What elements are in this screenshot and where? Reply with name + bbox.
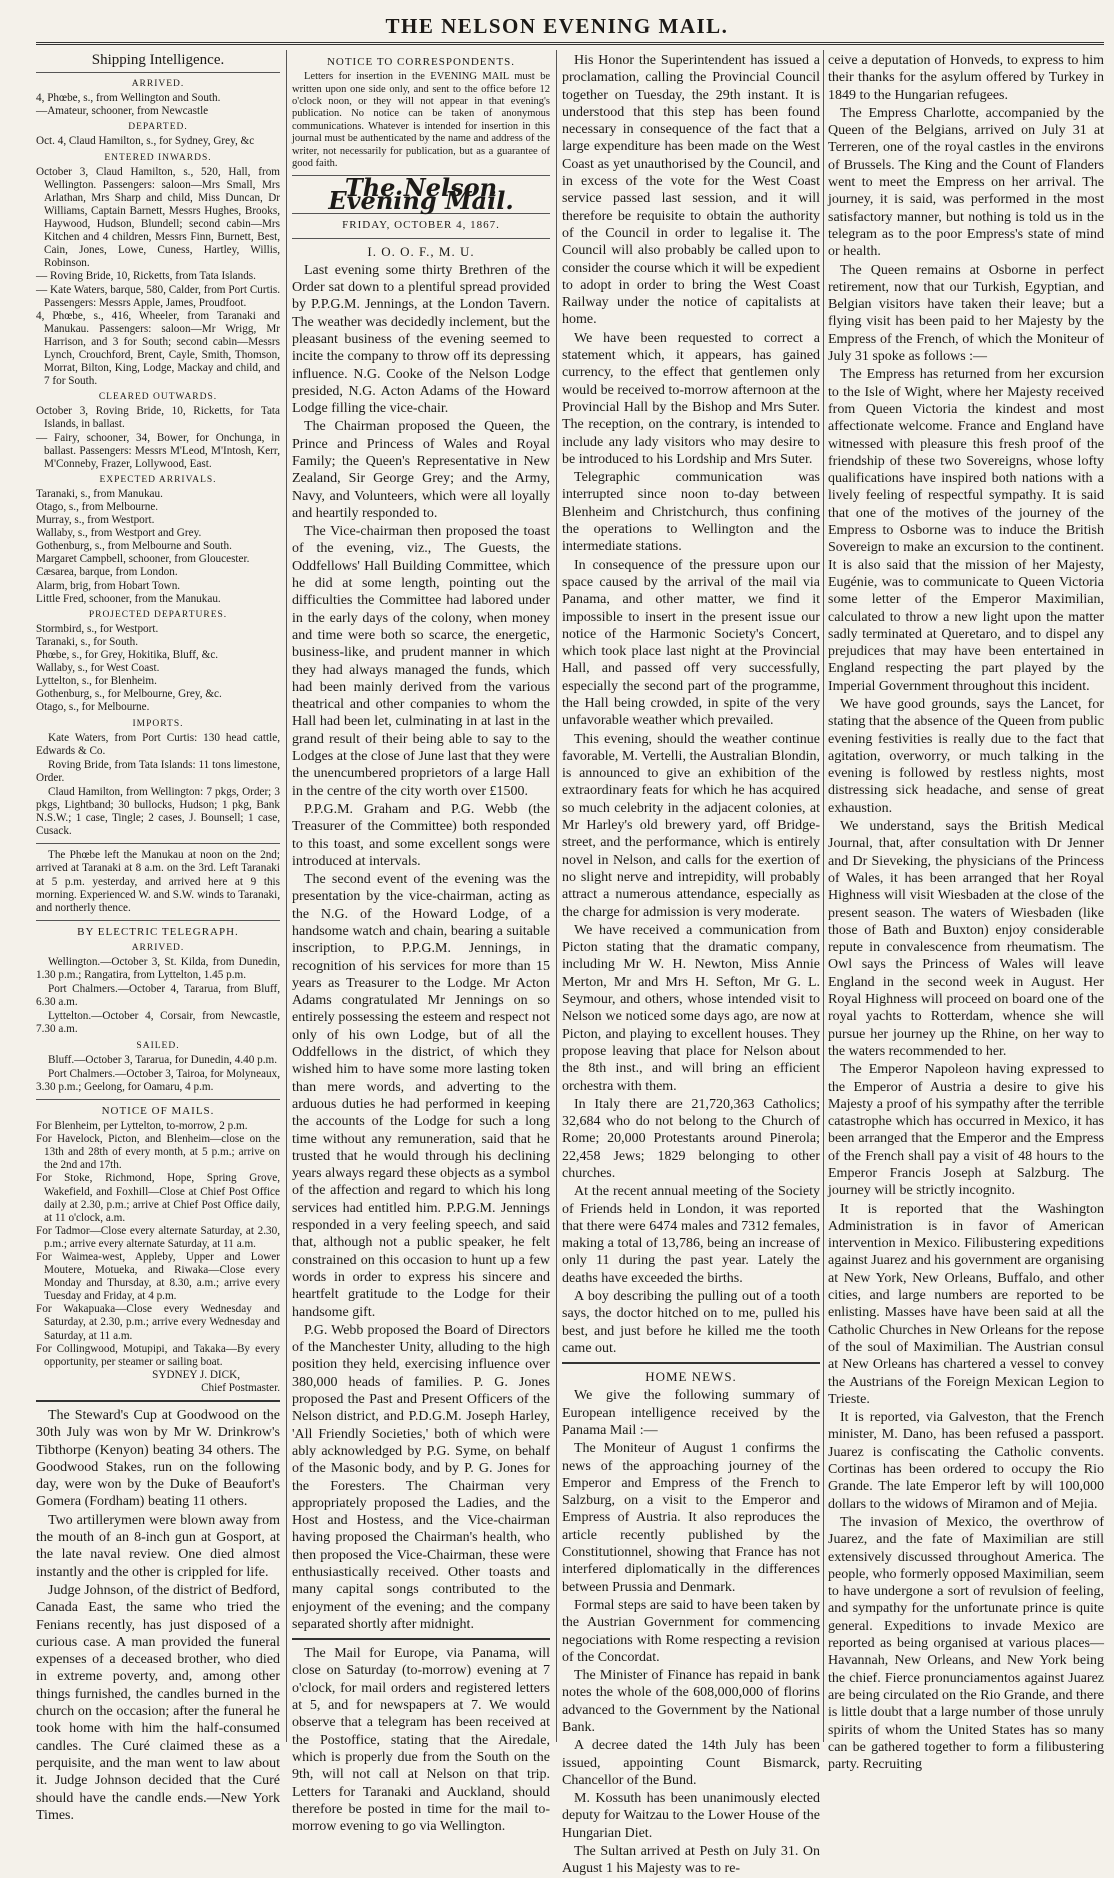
tel-arrived-heading: ARRIVED.	[131, 942, 185, 953]
arrived-heading: ARRIVED.	[131, 79, 185, 90]
home-news-paragraph: The Moniteur of August 1 confirms the news of the approaching journey of the Emperor and Empress of the French to Salzburg, on a visit to the Emperor and Empress of Austria. It also reproduces the article recently published by the Constitutionnel, showing that France has not interfered diplomatically in the differences between Prussia and Denmark.	[562, 1441, 820, 1595]
home-news-paragraph: M. Kossuth has been unanimously elected deputy for Waitzau to the Lower House of the Hungarian Diet.	[562, 1791, 820, 1841]
divider	[292, 238, 550, 239]
shipping-entry: — Roving Bride, 10, Ricketts, from Tata Islands.	[36, 270, 256, 283]
paper-title: The Nelson Evening Mail.	[328, 173, 514, 216]
home-news-paragraph: The Minister of Finance has repaid in bank notes the whole of the 608,000,000 of florins advanced to the Government by the National Bank.	[562, 1668, 820, 1735]
divider	[36, 1400, 280, 1402]
article-paragraph: P.G. Webb proposed the Board of Directors of the Manchester Unity, alluding to the high position they held, exercising influence over 380,000 heads of families. P. G. Jones proposed the Past and Present Officers of the Nelson district, and P.D.G.M. Joseph Harley, 'All Friendly Societies,' both of which were ably acknowledged by P.G. Syme, on behalf of the Masonic body, and by P. G. Jones for the Foresters. The Chairman very appropriately proposed the Ladies, and the Host and Hostess, and the Vice-chairman having proposed the Chairman's health, who then proposed the Vice-Chairman, these were enthusiastically received. Other toasts and many capital songs contributed to the enjoyment of the evening; and the company separated shortly after midnight.	[292, 1322, 550, 1632]
news-paragraph: At the recent annual meeting of the Society of Friends held in London, it was reported that there were 6474 males and 7312 females, making a total of 13,786, being an increase of only 11 during the past year. Lately the deaths have exceeded the births.	[562, 1184, 820, 1286]
shipping-entry: Taranaki, s., from Manukau.	[36, 487, 163, 500]
phoebe-note: The Phœbe left the Manukau at noon on the 2nd; arrived at Taranaki at 8 a.m. on the 3rd. Left Taranaki at 5 p.m. yesterday, and arrived here at 9 this morning. Experienced W. and S.W. winds to Taranaki, and northerly thence.	[36, 849, 280, 914]
shipping-entry: Stormbird, s., for Westport.	[36, 622, 159, 635]
shipping-entry: — Fairy, schooner, 34, Bower, for Onchunga, in ballast. Passengers: Messrs M'Leod, M'Intosh, Kerr, M'Conneby, Frazer, Lollywood, East.	[36, 431, 280, 470]
expected-heading: EXPECTED ARRIVALS.	[99, 474, 217, 485]
news-paragraph: ceive a deputation of Honveds, to express to him their thanks for the asylum offered by Turkey in 1849 to the Hungarian refugees.	[828, 53, 1104, 103]
home-news-paragraph: Formal steps are said to have been taken by the Austrian Government for commencing negociations with Rome respecting a revision of the Concordat.	[562, 1597, 820, 1665]
shipping-entry: Otago, s., from Melbourne.	[36, 501, 159, 513]
mails-heading: NOTICE OF MAILS.	[101, 1104, 215, 1117]
telegraph-entry: Port Chalmers.—October 4, Tararua, from Bluff, 6.30 a.m.	[36, 983, 280, 1009]
notice-heading: NOTICE TO CORRESPONDENTS.	[326, 56, 516, 68]
article-headline: I. O. O. F., M. U.	[367, 243, 475, 259]
import-entry: Roving Bride, from Tata Islands: 11 tons limestone, Order.	[36, 758, 280, 784]
news-paragraph: In Italy there are 21,720,363 Catholics; 32,684 who do not belong to the Church of Rome; 20,000 Protestants around Pinerola; 22,458 Jews; 1829 belonging to other churches.	[562, 1096, 820, 1181]
news-paragraph: The Empress Charlotte, accompanied by the Queen of the Belgians, arrived on July 31 at Terreren, one of the royal castles in the environs of Brussels. The King and the Count of Flanders went to meet the Empress on her arrival. The journey, it is said, was performed in the most satisfactory manner, but nothing is told us in the telegram as to the poor Empress's state of mind or health.	[828, 105, 1104, 260]
shipping-entry: Gothenburg, s., for Melbourne, Grey, &c.	[36, 688, 222, 701]
news-paragraph: We have good grounds, says the Lancet, for stating that the absence of the Queen from public evening festivities is really due to the fact that agitation, overworry, or much talking in the evening is followed by restless nights, most distressing sick headache, and sense of great exhaustion.	[828, 696, 1104, 816]
mail-entry: For Waimea-west, Appleby, Upper and Lower Moutere, Motueka, and Riwaka—Close every Monday and Thursday, at 8.30, a.m.; arrive every Tuesday and Friday, at 4 p.m.	[36, 1250, 280, 1303]
import-entry: Kate Waters, from Port Curtis: 130 head cattle, Edwards & Co.	[36, 731, 280, 757]
column-2	[292, 52, 550, 1835]
news-paragraph: The Queen remains at Osborne in perfect retirement, now that our Turkish, Egyptian, and Belgian visitors have taken their leave; but a flying visit has been paid to her Majesty by the Empress of the French, of which the Moniteur of July 31 spoke as follows :—	[828, 262, 1104, 365]
telegraph-heading: BY ELECTRIC TELEGRAPH.	[77, 925, 239, 938]
notice-text: Letters for insertion in the EVENING MAIL must be written upon one side only, and sent to the office before 12 o'clock noon, or they will not appear in that evening's publication. No notice can be taken of anonymous communications. Whatever is intended for insertion in this journal must be authenticated by the name and address of the writer, not necessarily for publication, but as a guarantee of good faith.	[292, 71, 550, 169]
home-news-paragraph: A decree dated the 14th July has been issued, appointing Count Bismarck, Chancellor of the Bund.	[562, 1738, 820, 1788]
shipping-entry: Cæsarea, barque, from London.	[36, 566, 178, 579]
masthead: THE NELSON EVENING MAIL.	[385, 14, 729, 38]
column-1	[36, 52, 280, 1823]
shipping-entry: Oct. 4, Claud Hamilton, s., for Sydney, Grey, &c	[36, 135, 255, 148]
shipping-entry: —Amateur, schooner, from Newcastle	[36, 105, 209, 118]
shipping-entry: 4, Phœbe, s., 416, Wheeler, from Taranaki and Manukau. Passengers: saloon—Mr Wrigg, Mr Harrison, and 3 for South; second cabin—Messrs Lynch, Crouchford, Brent, Cayle, Smith, Thomson, Morrat, Bilton, King, Lodge, Mackay and child, and 7 for South.	[36, 309, 280, 388]
mail-entry: For Stoke, Richmond, Hope, Spring Grove, Wakefield, and Foxhill—Close at Chief Post Office daily at 2.30, p.m.; arrive at Chief Post Office daily, at 11 o'clock, a.m.	[36, 1172, 280, 1224]
news-paragraph: Telegraphic communication was interrupted since noon to-day between Blenheim and Christchurch, thus confining the operations to Wellington and the intermediate stations.	[562, 470, 820, 555]
import-entry: Claud Hamilton, from Wellington: 7 pkgs, Order; 3 pkgs, Lightband; 30 bullocks, Hudson; 1 pkg, Bank N.S.W.; 1 case, Tingle; 2 cases, J. Bounsell; 1 case, Cusack.	[36, 785, 280, 838]
column-divider	[556, 50, 557, 1742]
article-paragraph: The Vice-chairman then proposed the toast of the evening, viz., The Guests, the Oddfellows' Hall Building Committee, which he did at some length, pointing out the difficulties the Committee had labored under in the early days of the colony, when money and time were both so scarce, the energetic, business-like, and prudent manner in which they had always managed the funds, which had been mainly derived from the various theatrical and other companies to whom the Hall had been let, culminating in at last in the grand result of their being able to say to the Lodges at the close of June last that they were the unencumbered proprietors of a large Hall in the centre of the city worth over £1500.	[292, 524, 550, 799]
news-paragraph: The Empress has returned from her excursion to the Isle of Wight, where her Majesty received from Queen Victoria the kindest and most affectionate welcome. France and England have witnessed with pleasure this fresh proof of the friendship of these two Sovereigns, whose lofty qualifications have inspired both nations with a lively feeling of respectful sympathy. It is said that one of the motives of the journey of the Empress to Osborne was to induce the British Sovereign to make an excursion to the continent. It is also said that the mission of her Majesty, Eugénie, was to communicate to Queen Victoria some letter of the Emperor Maximilian, calculated to throw a new light upon the matter sadly terminated at Queretaro, and to dispel any prejudices that may have been entertained in England respecting the part played by the Imperial Government throughout this incident.	[828, 367, 1104, 694]
news-paragraph: Two artillerymen were blown away from the mouth of an 8-inch gun at Gosport, at the late naval review. One died almost instantly and the other is crippled for life.	[36, 1512, 280, 1580]
news-paragraph: The Emperor Napoleon having expressed to the Emperor of Austria a desire to give his Majesty a proof of his sympathy after the terrible catastrophe which has occurred in Mexico, it has been arranged that the Emperor and the Empress of the French shall pay a visit of 48 hours to the Emperor Francis Joseph at Salzburg. The journey will be strictly incognito.	[828, 1062, 1104, 1199]
entered-heading: ENTERED INWARDS.	[104, 152, 212, 163]
divider	[36, 843, 280, 844]
departed-heading: DEPARTED.	[128, 122, 188, 133]
column-3	[562, 52, 820, 1877]
news-paragraph: This evening, should the weather continue favorable, M. Vertelli, the Australian Blondin, is announced to give an exhibition of the extraordinary feats for which he has acquired so much celebrity in the adjacent colonies, at Mr Harley's old brewery yard, off Bridge-street, and the performance, which is entirely novel in Nelson, and calls for the exertion of no slight nerve and intrepidity, will probably attract a numerous attendance, especially as the charge for admission is very moderate.	[562, 731, 820, 920]
shipping-entry: Phœbe, s., for Grey, Hokitika, Bluff, &c.	[36, 649, 219, 662]
news-paragraph: We have received a communication from Picton stating that the dramatic company, including Mr W. H. Newton, Miss Annie Merton, Mr and Mrs H. Sefton, Mr G. L. Seymour, and others, whose intended visit to Nelson we noticed some days ago, are now at Picton, and playing to excellent houses. They propose leaving that place for Nelson about the 8th inst., and will bring an efficient orchestra with them.	[562, 922, 820, 1094]
home-news-heading: HOME NEWS.	[645, 1369, 737, 1385]
mail-entry: For Blenheim, per Lyttelton, to-morrow, 2 p.m.	[36, 1120, 248, 1133]
news-paragraph: Judge Johnson, of the district of Bedford, Canada East, the same who tried the Fenians recently, has just disposed of a curious case. A man provided the funeral expenses of a deceased brother, who died in extreme poverty, and, among other things furnished, the candles burned in the church on the occasion; after the funeral he took home with him the half-consumed candles. The Curé claimed these as a perquisite, and the man went to law about it. Judge Johnson decided that the Curé should have the candle ends.—New York Times.	[36, 1582, 280, 1823]
mails-signature-title: Chief Postmaster.	[201, 1381, 280, 1394]
shipping-entry: Gothenburg, s., from Melbourne and South.	[36, 540, 232, 553]
shipping-entry: — Kate Waters, barque, 580, Calder, from Port Curtis. Passengers: Messrs Apple, James, Proudfoot.	[36, 283, 280, 309]
telegraph-entry: Port Chalmers.—October 3, Tairoa, for Molyneaux, 3.30 p.m.; Geelong, for Oamaru, 4 p.m.	[36, 1067, 280, 1093]
cleared-heading: CLEARED OUTWARDS.	[98, 392, 218, 403]
shipping-title: Shipping Intelligence.	[91, 52, 225, 68]
news-paragraph: His Honor the Superintendent has issued a proclamation, calling the Provincial Council together on Tuesday, the 29th instant. It is understood that this step has been found necessary in consequence of the fact that a large expenditure has been made on the West Coast as yet unauthorised by the Council, and in excess of the vote for the West Coast service passed last session, and it will therefore be requisite to obtain the authority of the Council in order to legalise it. The Council will also probably be called upon to consider the course which it will be expedient to adopt in order to bring the West Coast Railway under the notice of capitalists at home.	[562, 53, 820, 328]
shipping-entry: Lyttelton, s., for Blenheim.	[36, 675, 157, 688]
telegraph-entry: Wellington.—October 3, St. Kilda, from Dunedin, 1.30 p.m.; Rangatira, from Lyttelton, 1.45 p.m.	[36, 956, 280, 982]
news-paragraph: In consequence of the pressure upon our space caused by the arrival of the mail via Panama, and other matter, we find it impossible to insert in the present issue our notice of the Harmonic Society's Concert, which took place last night at the Provincial Hall, and passed off very successfully, especially the second part of the programme, the Hall being crowded, in spite of the very unfavorable weather which prevailed.	[562, 557, 820, 729]
news-paragraph: The invasion of Mexico, the overthrow of Juarez, and the fate of Maximilian are still extensively discussed throughout America. The people, who formerly opposed Maximilian, seem to have undergone a sort of revulsion of feeling, and sympathy for the unfortunate prince is quite general. Expeditions to invade Mexico are reported as being organised at various places—Havannah, New Orleans, and New York being the chief. Fierce pronunciamentos against Juarez are being circulated on the Rio Grande, and there is little doubt that a large number of those unruly spirits of whom the United States has so many can be gathered together to form a filibustering party. Recruiting	[828, 1514, 1104, 1773]
shipping-entry: Otago, s., for Melbourne.	[36, 701, 150, 714]
projected-heading: PROJECTED DEPARTURES.	[88, 609, 228, 620]
tel-sailed-heading: SAILED.	[136, 1040, 180, 1051]
shipping-entry: 4, Phœbe, s., from Wellington and South.	[36, 92, 221, 105]
shipping-entry: Murray, s., from Westport.	[36, 514, 155, 527]
news-paragraph: It is reported that the Washington Administration is in favor of American intervention in Mexico. Filibustering expeditions against Juarez and his government are organising at New York, New Orleans, Buffalo, and other cities, and large numbers are reported to be enlisting. Masses have have been said at all the Catholic Churches in New Orleans for the repose of the soul of Maximilian. The Austrian consul at New Orleans has chartered a vessel to convey the Austrians of the Foreign Mexican Legion to Trieste.	[828, 1201, 1104, 1407]
shipping-entry: October 3, Roving Bride, 10, Ricketts, for Tata Islands, in ballast.	[36, 405, 280, 431]
news-paragraph: It is reported, via Galveston, that the French minister, M. Dano, has been refused a passport. Juarez is confiscating the Catholic convents. Cortinas has been ordered to occupy the Rio Grande. The late Emperor left by will 100,000 dollars to the widows of Miramon and of Mejia.	[828, 1410, 1104, 1512]
article-paragraph: P.P.G.M. Graham and P.G. Webb (the Treasurer of the Committee) both responded to this toast, and some excellent songs were introduced at intervals.	[292, 801, 550, 869]
mail-entry: For Tadmor—Close every alternate Saturday, at 2.30, p.m.; arrive every alternate Saturday, at 11 a.m.	[36, 1224, 280, 1250]
mails-signature-name: SYDNEY J. DICK,	[152, 1368, 240, 1381]
issue-date: FRIDAY, OCTOBER 4, 1867.	[342, 218, 500, 231]
mail-entry: For Collingwood, Motupipi, and Takaka—By every opportunity, per steamer or sailing boat.	[36, 1342, 280, 1368]
shipping-entry: Little Fred, schooner, from the Manukau.	[36, 592, 221, 605]
home-news-paragraph: We give the following summary of European intelligence received by the Panama Mail :—	[562, 1388, 820, 1438]
column-4	[828, 52, 1104, 1773]
home-news-paragraph: The Sultan arrived at Pesth on July 31. On August 1 his Majesty was to re-	[562, 1844, 820, 1877]
divider	[292, 1638, 550, 1640]
shipping-entry: Alarm, brig, from Hobart Town.	[36, 579, 181, 592]
telegraph-entry: Bluff.—October 3, Tararua, for Dunedin, 4.40 p.m.	[48, 1053, 278, 1066]
news-paragraph: We have been requested to correct a statement which, it appears, has gained currency, to the effect that gentlemen only would be received to-morrow afternoon at the Provincial Hall by the Bishop and Mrs Suter. The reception, on the contrary, is intended to include any lady visitors who may desire to be introduced to his Lordship and Mrs Suter.	[562, 330, 820, 467]
imports-heading: IMPORTS.	[132, 718, 184, 729]
shipping-entry: Wallaby, s., for West Coast.	[36, 662, 160, 675]
shipping-entry: Wallaby, s., from Westport and Grey.	[36, 527, 202, 540]
mail-entry: For Havelock, Picton, and Blenheim—close on the 13th and 28th of every month, at 5 p.m.; arrive on the 2nd and 17th.	[36, 1133, 280, 1172]
divider	[36, 920, 280, 921]
divider	[36, 1099, 280, 1100]
article-paragraph: Last evening some thirty Brethren of the Order sat down to a plentiful spread provided by P.P.G.M. Jennings, at the London Tavern. The weather was decidedly inclement, but the pleasant business of the evening seemed to incite the company to throw off its depressing influence. N.G. Cooke of the Nelson Lodge presided, N.G. Acton Adams of the Howard Lodge filling the vice-chair.	[292, 262, 550, 417]
mail-paragraph: The Mail for Europe, via Panama, will close on Saturday (to-morrow) evening at 7 o'clock, for mail orders and registered letters at 5, and for newspapers at 7. We would observe that a telegram has been received at the Postoffice, stating that the Airedale, which is properly due from the South on the 9th, will not call at Nelson on that trip. Letters for Taranaki and Auckland, should therefore be posted in time for the mail to-morrow evening to go via Wellington.	[292, 1646, 550, 1835]
news-paragraph: The Steward's Cup at Goodwood on the 30th July was won by Mr W. Drinkrow's Tibthorpe (Kenyon) beating 34 others. The Goodwood Stakes, run on the following day, were won by the Duke of Beaufort's Gomera (Fordham) beating 11 others.	[36, 1408, 280, 1510]
article-paragraph: The Chairman proposed the Queen, the Prince and Princess of Wales and Royal Family; the Queen's Representative in New Zealand, Sir George Grey; and the Army, Navy, and Volunteers, which were all loyally and heartily responded to.	[292, 419, 550, 521]
column-divider	[823, 50, 824, 1742]
news-paragraph: A boy describing the pulling out of a tooth says, the doctor hitched on to me, pulled his best, and just before he killed me the tooth came out.	[562, 1289, 820, 1356]
shipping-entry: Taranaki, s., for South.	[36, 635, 139, 648]
masthead-rule	[36, 42, 1104, 45]
mail-entry: For Wakapuaka—Close every Wednesday and Saturday, at 2.30, p.m.; arrive every Wednesday and Saturday, at 11 a.m.	[36, 1303, 280, 1342]
divider	[36, 72, 280, 73]
shipping-entry: Margaret Campbell, schooner, from Gloucester.	[36, 553, 250, 566]
article-paragraph: The second event of the evening was the presentation by the vice-chairman, acting as the N.G. of the Howard Lodge, of a handsome watch and chain, bearing a suitable inscription, to P.P.G.M. Jennings, in recognition of his services for more than 15 years as Treasurer to the Lodge. Mr Acton Adams congratulated Mr Jennings on so entirely possessing the esteem and respect not only of his own Lodge, but of all the Oddfellows in the district, of which they wished him to have some more lasting token than mere words, and adverting to the arduous duties he had performed in keeping the accounts of the Lodge for such a long time without any remuneration, said that he trusted that he would through his declining years always regard these objects as a symbol of the affection and regard to which his long services had entitled him. P.P.G.M. Jennings responded in a very feeling speech, and said that, although not a public speaker, he felt constrained on this occasion to hunt up a few words in order to express his sincere and heartfelt gratitude to the Lodge for their handsome gift.	[292, 872, 550, 1320]
news-paragraph: We understand, says the British Medical Journal, that, after consultation with Dr Jenner and Dr Sieveking, the physicians of the Princess of Wales, it has been arranged that her Royal Highness will visit Wiesbaden at the close of the present season. The waters of Wiesbaden (like those of Bath and Buxton) enjoy considerable repute in convalescence from rheumatism. The Owl says the Princess of Wales will leave England in the second week in August. Her Royal Highness will proceed on board one of the royal yachts to Rotterdam, whence she will pursue her journey up the Rhine, on her way to the waters recommended to her.	[828, 819, 1104, 1059]
shipping-entry: October 3, Claud Hamilton, s., 520, Hall, from Wellington. Passengers: saloon—Mrs Small, Mrs Arlathan, Mrs Sharp and child, Miss Duncan, Dr Williams, Captain Barnett, Messrs Hughes, Brooks, Haywood, Hudson, Blundell; second cabin—Mrs Kitchen and 4 children, Messrs Finn, Burnett, Best, Cain, Jones, Lowe, Cuness, Hartley, Willis, Robinson.	[36, 165, 280, 270]
column-divider	[286, 50, 287, 1742]
telegraph-entry: Lyttelton.—October 4, Corsair, from Newcastle, 7.30 a.m.	[36, 1010, 280, 1036]
divider	[562, 1362, 820, 1364]
